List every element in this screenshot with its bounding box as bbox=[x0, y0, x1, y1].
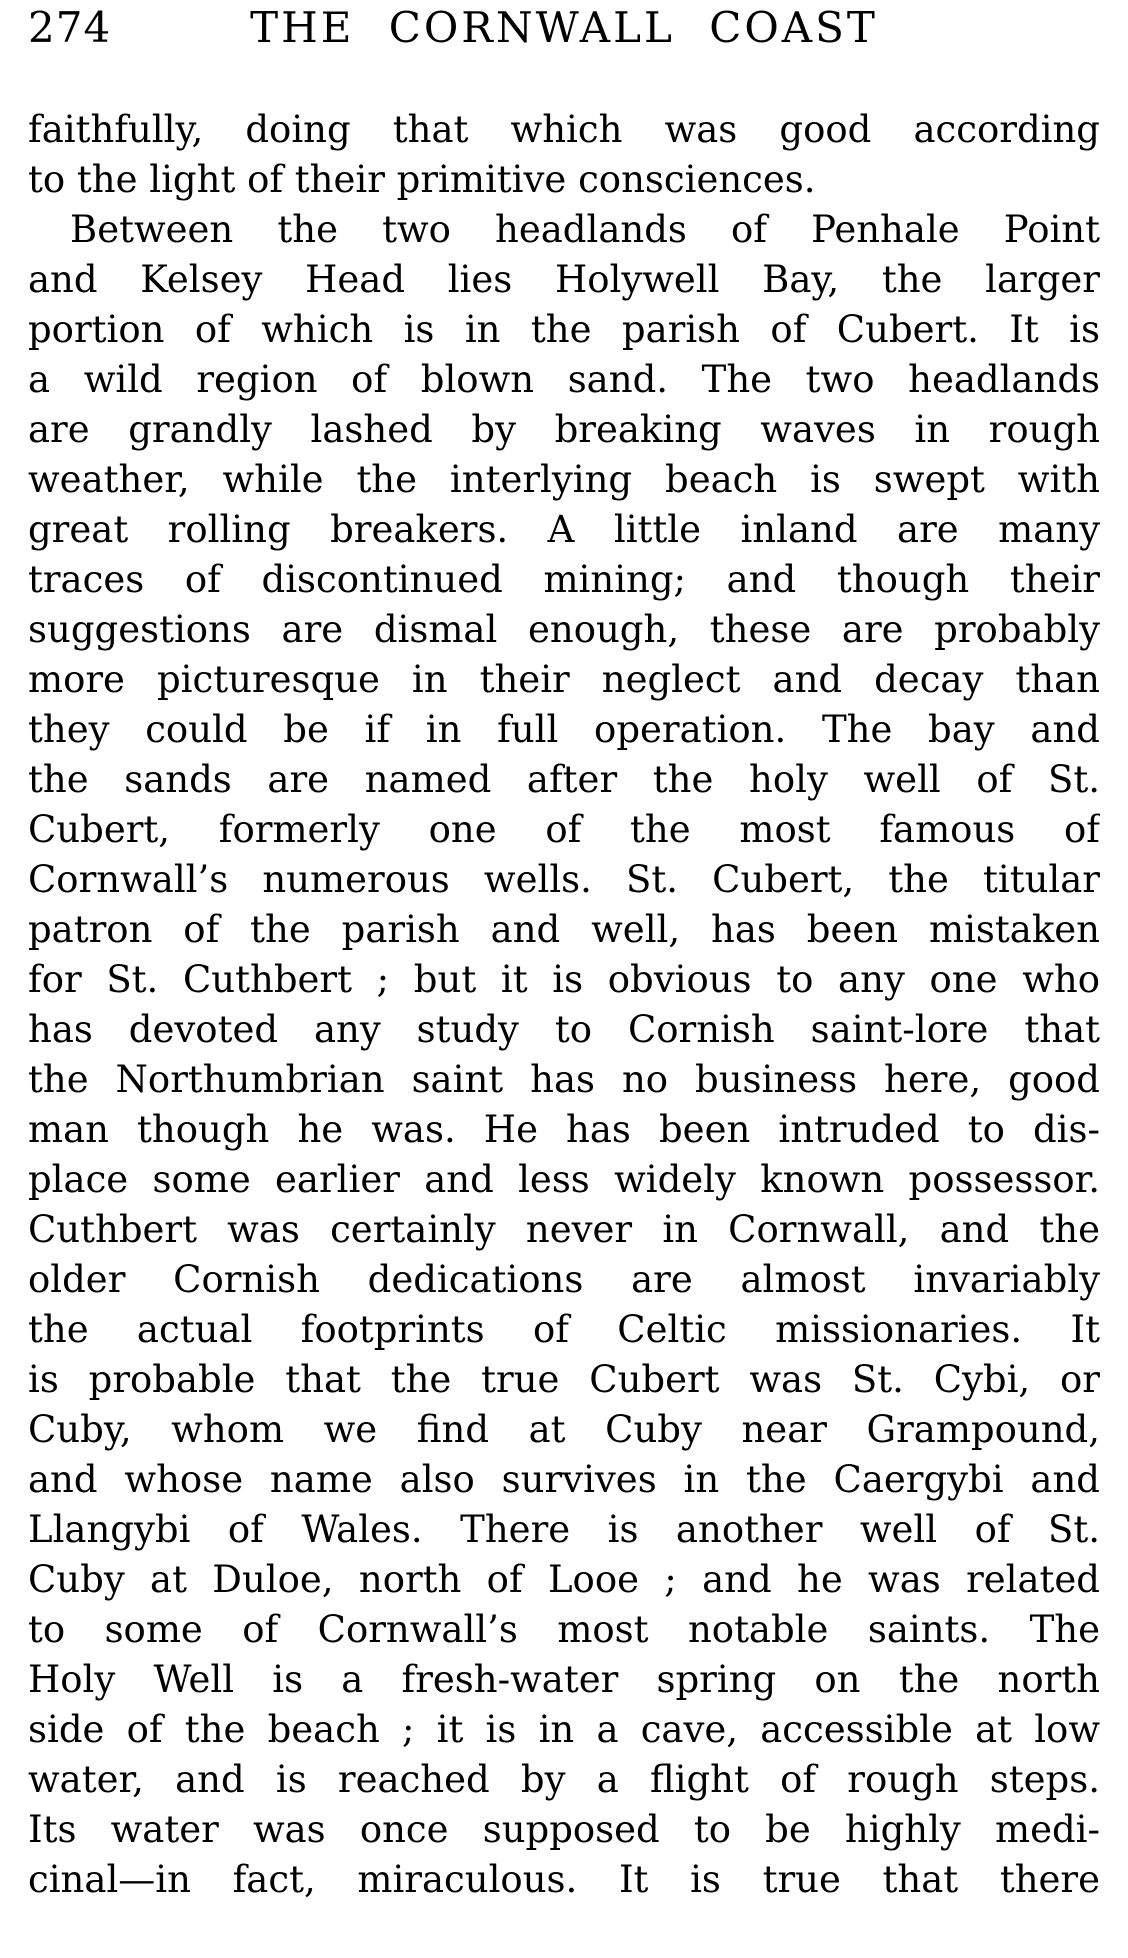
running-title: THE CORNWALL COAST bbox=[250, 3, 878, 52]
text-line: is probable that the true Cubert was St. Cybi, or bbox=[28, 1358, 1100, 1401]
text-line: traces of discontinued mining; and though their bbox=[28, 558, 1100, 601]
text-line: Between the two headlands of Penhale Point bbox=[70, 208, 1100, 251]
text-line: to the light of their primitive consciences. bbox=[28, 158, 816, 201]
text-line: faithfully, doing that which was good according bbox=[28, 108, 1100, 151]
text-line: and whose name also survives in the Caergybi and bbox=[28, 1458, 1100, 1501]
text-line: weather, while the interlying beach is swept with bbox=[28, 458, 1100, 501]
text-line: a wild region of blown sand. The two headlands bbox=[28, 358, 1100, 401]
text-line: has devoted any study to Cornish saint-lore that bbox=[28, 1008, 1100, 1051]
text-line: patron of the parish and well, has been mistaken bbox=[28, 908, 1100, 951]
body-text bbox=[28, 105, 1100, 1905]
text-line: suggestions are dismal enough, these are probably bbox=[28, 608, 1100, 651]
text-line: Cuby at Duloe, north of Looe ; and he was related bbox=[28, 1558, 1100, 1601]
text-line: Cuthbert was certainly never in Cornwall, and the bbox=[28, 1208, 1100, 1251]
text-line: to some of Cornwall’s most notable saints. The bbox=[28, 1608, 1100, 1651]
text-line: water, and is reached by a flight of rough steps. bbox=[28, 1758, 1100, 1801]
text-line: Cornwall’s numerous wells. St. Cubert, the titular bbox=[28, 858, 1100, 901]
text-line: are grandly lashed by breaking waves in rough bbox=[28, 408, 1100, 451]
text-line: Its water was once supposed to be highly medi- bbox=[28, 1808, 1100, 1851]
text-line: they could be if in full operation. The bay and bbox=[28, 708, 1100, 751]
text-line: Holy Well is a fresh-water spring on the north bbox=[28, 1658, 1100, 1701]
text-line: the actual footprints of Celtic missionaries. It bbox=[28, 1308, 1100, 1351]
text-line: Cubert, formerly one of the most famous of bbox=[28, 808, 1100, 851]
text-line: for St. Cuthbert ; but it is obvious to any one who bbox=[28, 958, 1100, 1001]
text-line: Cuby, whom we find at Cuby near Grampound, bbox=[28, 1408, 1100, 1451]
text-line: cinal—in fact, miraculous. It is true that there bbox=[28, 1858, 1100, 1901]
text-line: place some earlier and less widely known possessor. bbox=[28, 1158, 1100, 1201]
text-line: more picturesque in their neglect and decay than bbox=[28, 658, 1100, 701]
text-line: man though he was. He has been intruded to dis- bbox=[28, 1108, 1100, 1151]
text-line: portion of which is in the parish of Cubert. It is bbox=[28, 308, 1100, 351]
text-line: side of the beach ; it is in a cave, accessible at low bbox=[28, 1708, 1100, 1751]
text-line: and Kelsey Head lies Holywell Bay, the larger bbox=[28, 258, 1100, 301]
text-line: the Northumbrian saint has no business here, good bbox=[28, 1058, 1100, 1101]
text-line: older Cornish dedications are almost invariably bbox=[28, 1258, 1100, 1301]
text-line: the sands are named after the holy well of St. bbox=[28, 758, 1100, 801]
text-line: great rolling breakers. A little inland are many bbox=[28, 508, 1100, 551]
page-number: 274 bbox=[28, 3, 112, 52]
text-line: Llangybi of Wales. There is another well of St. bbox=[28, 1508, 1100, 1551]
